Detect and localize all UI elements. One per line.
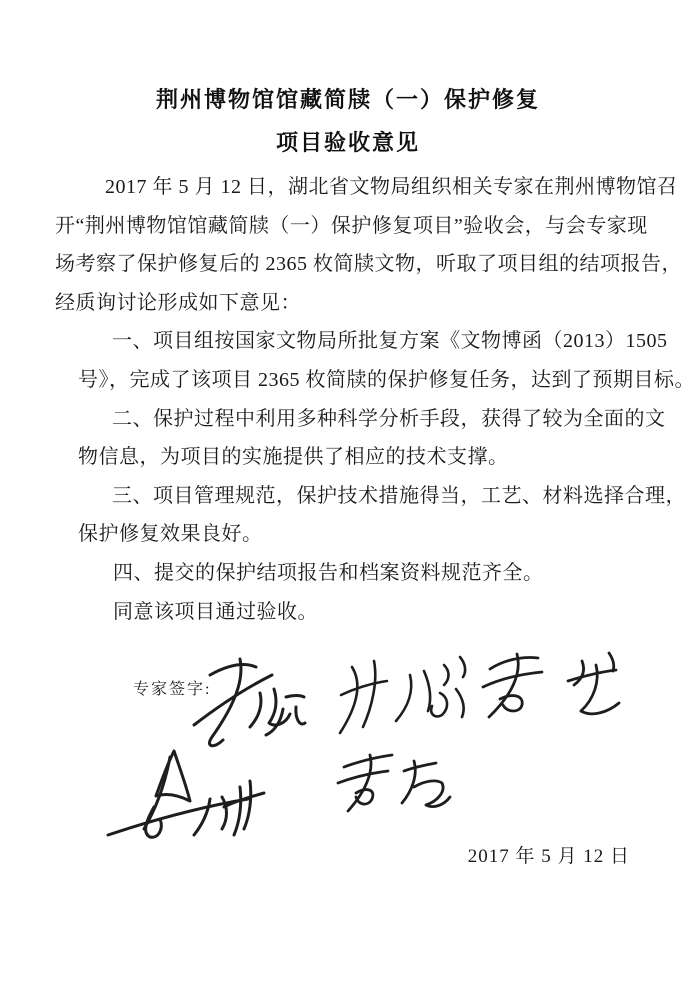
signature-1-handwriting: [194, 659, 305, 746]
body-line: 一、项目组按国家文物局所批复方案《文物博函（2013）1505: [112, 330, 668, 353]
body-line: 开“荆州博物馆馆藏简牍（一）保护修复项目”验收会，与会专家现: [55, 214, 648, 237]
body-line: 同意该项目通过验收。: [113, 600, 318, 623]
body-line: 号》，完成了该项目 2365 枚简牍的保护修复任务，达到了预期目标。: [78, 368, 695, 391]
signature-4-handwriting: [108, 751, 264, 837]
signature-3-handwriting: [483, 653, 619, 717]
body-line: 2017 年 5 月 12 日，湖北省文物局组织相关专家在荆州博物馆召: [105, 176, 678, 198]
document-title-line-2: 项目验收意见: [275, 130, 420, 155]
expert-signature-label: 专家签字:: [133, 681, 212, 698]
document-body: [55, 168, 695, 631]
body-line: 二、保护过程中利用多种科学分析手段，获得了较为全面的文: [112, 407, 666, 430]
body-line: 三、项目管理规范，保护技术措施得当，工艺、材料选择合理，: [112, 484, 686, 507]
document-title: [0, 78, 696, 164]
body-line: 物信息，为项目的实施提供了相应的技术支撑。: [78, 446, 509, 469]
document-title-line-1: 荆州博物馆馆藏简牍（一）保护修复: [155, 87, 540, 112]
body-line: 四、提交的保护结项报告和档案资料规范齐全。: [113, 561, 544, 584]
document-date: 2017 年 5 月 12 日: [467, 846, 630, 867]
signatures-handwriting: [90, 645, 650, 850]
body-line: 保护修复效果良好。: [78, 523, 263, 546]
signature-2-handwriting: [340, 657, 465, 733]
body-line: 场考察了保护修复后的 2365 枚简牍文物，听取了项目组的结项报告，: [55, 253, 682, 276]
signature-5-handwriting: [338, 755, 450, 811]
body-line: 经质询讨论形成如下意见：: [55, 291, 301, 314]
